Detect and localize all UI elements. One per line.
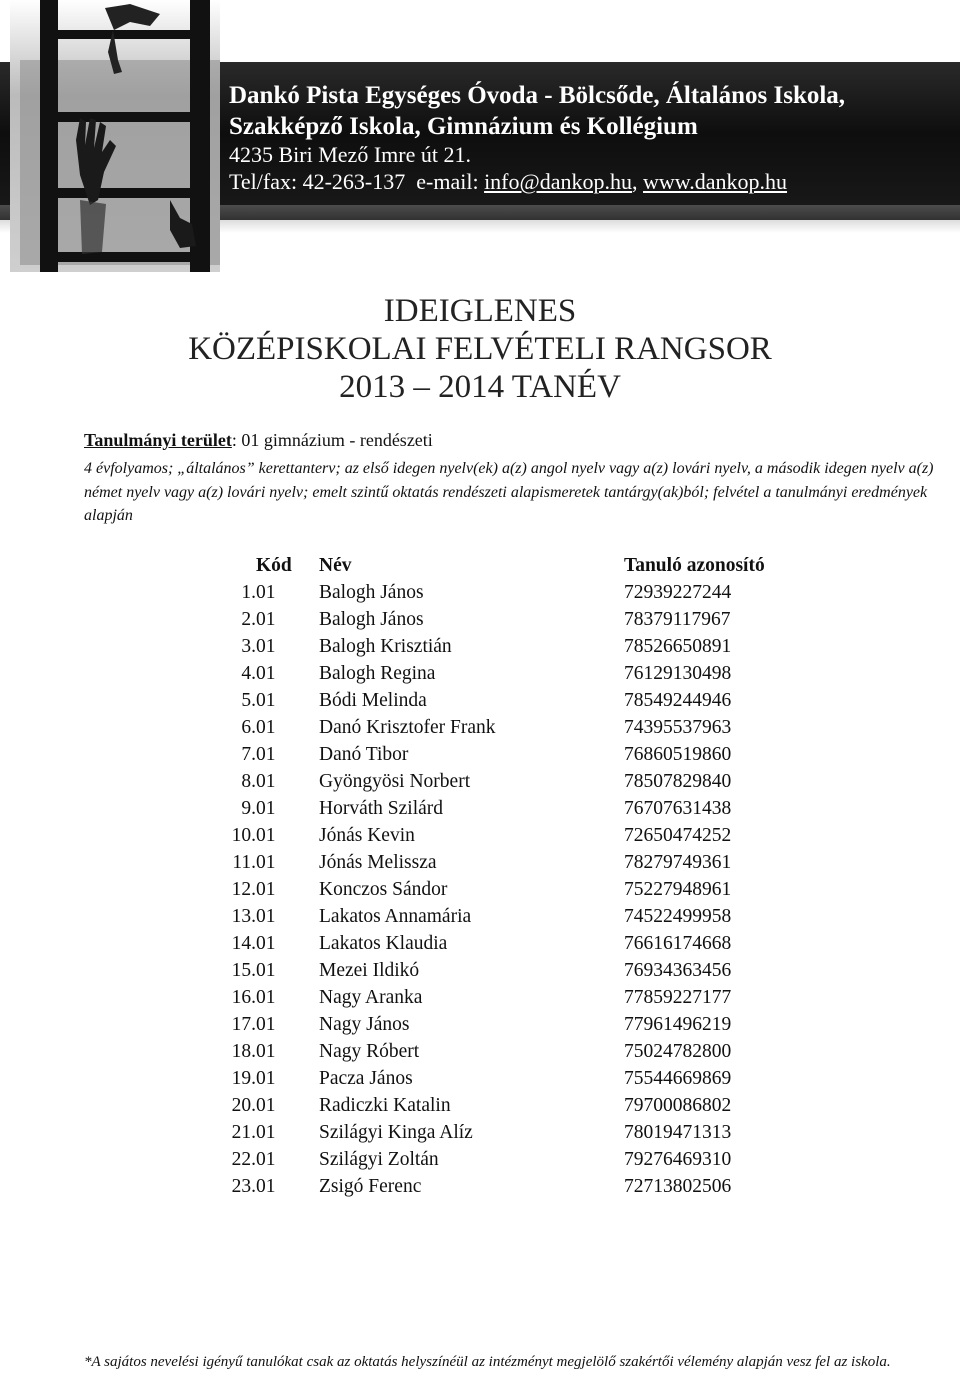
study-area-value: : 01 gimnázium - rendészeti [231, 430, 433, 450]
table-row [200, 795, 824, 822]
name-cell: Zsigó Ferenc [319, 1175, 422, 1197]
table-row [200, 741, 824, 768]
table-row [200, 903, 824, 930]
contact-separator: , [632, 169, 644, 194]
name-cell: Konczos Sándor [319, 878, 448, 900]
header-code: Kód [256, 554, 292, 576]
rank-cell: 21. [231, 1121, 256, 1143]
student-id-cell: 74522499958 [624, 905, 732, 927]
student-id-cell: 78019471313 [624, 1121, 732, 1143]
code-cell: 01 [256, 797, 276, 819]
student-id-cell: 75544669869 [624, 1067, 732, 1089]
student-id-cell: 78279749361 [624, 851, 732, 873]
website-link[interactable]: www.dankop.hu [643, 169, 788, 194]
table-row [200, 714, 824, 741]
study-area-label: Tanulmányi terület [84, 430, 232, 450]
student-id-cell: 78549244946 [624, 689, 732, 711]
rank-cell: 11. [232, 851, 256, 873]
name-cell: Danó Tibor [319, 743, 409, 765]
name-cell: Szilágyi Zoltán [319, 1148, 439, 1170]
student-id-cell: 77859227177 [624, 986, 732, 1008]
table-row [200, 660, 824, 687]
code-cell: 01 [256, 635, 276, 657]
rank-cell: 1. [241, 581, 256, 603]
name-cell: Radiczki Katalin [319, 1094, 451, 1116]
rank-cell: 8. [241, 770, 256, 792]
code-cell: 01 [256, 878, 276, 900]
name-cell: Nagy Aranka [319, 986, 423, 1008]
code-cell: 01 [256, 1013, 276, 1035]
rank-cell: 23. [231, 1175, 256, 1197]
student-id-cell: 79700086802 [624, 1094, 732, 1116]
table-row [200, 984, 824, 1011]
name-cell: Danó Krisztofer Frank [319, 716, 496, 738]
rank-cell: 17. [231, 1013, 256, 1035]
study-area-description: 4 évfolyamos; „általános” kerettanterv; az első idegen nyelv(ek) a(z) angol nyelv vagy a(z) lovári nyelv, a második idegen nyelv a(z) német nyelv vagy a(z) lovári nyelv; emelt szintű oktatás rendészeti alapismeretek tantárgy(ak)ból; felvétel a tanulmányi eredmények alapján [84, 460, 934, 524]
header-rank [200, 552, 256, 579]
school-name-line1: Dankó Pista Egységes Óvoda - Bölcsőde, Általános Iskola, [229, 82, 846, 109]
ranking-table [200, 552, 824, 1200]
name-cell: Lakatos Annamária [319, 905, 472, 927]
rank-cell: 22. [231, 1148, 256, 1170]
rank-cell: 10. [231, 824, 256, 846]
rank-cell: 9. [241, 797, 256, 819]
table-row [200, 1092, 824, 1119]
name-cell: Mezei Ildikó [319, 959, 420, 981]
code-cell: 01 [256, 986, 276, 1008]
table-row [200, 1065, 824, 1092]
table-row [200, 876, 824, 903]
school-contact [229, 167, 845, 196]
rank-cell: 6. [241, 716, 256, 738]
table-row [200, 849, 824, 876]
rank-cell: 19. [231, 1067, 256, 1089]
rank-cell: 16. [231, 986, 256, 1008]
table-row [200, 606, 824, 633]
student-id-cell: 78526650891 [624, 635, 732, 657]
table-row [200, 633, 824, 660]
title-line1: IDEIGLENES [383, 293, 577, 329]
name-cell: Balogh János [319, 608, 424, 630]
table-row [200, 1173, 824, 1200]
code-cell: 01 [256, 932, 276, 954]
title-line2: KÖZÉPISKOLAI FELVÉTELI RANGSOR [188, 331, 772, 367]
code-cell: 01 [256, 689, 276, 711]
rank-cell: 2. [241, 608, 256, 630]
table-row [200, 1011, 824, 1038]
student-id-cell: 74395537963 [624, 716, 732, 738]
table-row [200, 1146, 824, 1173]
rank-cell: 14. [231, 932, 256, 954]
table-body [200, 579, 824, 1200]
page-title [0, 292, 960, 406]
code-cell: 01 [256, 1040, 276, 1062]
name-cell: Balogh Krisztián [319, 635, 452, 657]
table-row [200, 930, 824, 957]
student-id-cell: 79276469310 [624, 1148, 732, 1170]
table-row [200, 687, 824, 714]
student-id-cell: 75227948961 [624, 878, 732, 900]
rank-cell: 5. [241, 689, 256, 711]
student-id-cell: 72650474252 [624, 824, 732, 846]
table-header-row [200, 552, 824, 579]
student-id-cell: 78379117967 [624, 608, 731, 630]
footnote: *A sajátos nevelési igényű tanulókat csak az oktatás helyszínéül az intézményt megjelölő szakértői vélemény alapján vesz fel az iskola. [84, 1354, 891, 1370]
name-cell: Lakatos Klaudia [319, 932, 448, 954]
code-cell: 01 [256, 743, 276, 765]
ladder-hands-logo-icon [10, 0, 220, 272]
code-cell: 01 [256, 1175, 276, 1197]
code-cell: 01 [256, 608, 276, 630]
student-id-cell: 76860519860 [624, 743, 732, 765]
student-id-cell: 75024782800 [624, 1040, 732, 1062]
rank-cell: 3. [241, 635, 256, 657]
email-link[interactable]: info@dankop.hu [484, 169, 633, 194]
code-cell: 01 [256, 1121, 276, 1143]
name-cell: Gyöngyösi Norbert [319, 770, 471, 792]
school-address: 4235 Biri Mező Imre út 21. [229, 142, 471, 167]
contact-prefix: Tel/fax: 42-263-137 e-mail: [229, 169, 485, 194]
table-row [200, 1119, 824, 1146]
name-cell: Jónás Melissza [319, 851, 437, 873]
school-name-line2: Szakképző Iskola, Gimnázium és Kollégium [229, 113, 698, 140]
name-cell: Nagy János [319, 1013, 410, 1035]
student-id-cell: 76129130498 [624, 662, 732, 684]
code-cell: 01 [256, 1094, 276, 1116]
name-cell: Bódi Melinda [319, 689, 427, 711]
rank-cell: 12. [231, 878, 256, 900]
code-cell: 01 [256, 959, 276, 981]
student-id-cell: 76616174668 [624, 932, 732, 954]
name-cell: Pacza János [319, 1067, 413, 1089]
name-cell: Balogh Regina [319, 662, 436, 684]
name-cell: Balogh János [319, 581, 424, 603]
rank-cell: 15. [231, 959, 256, 981]
rank-cell: 20. [231, 1094, 256, 1116]
student-id-cell: 76707631438 [624, 797, 732, 819]
rank-cell: 4. [241, 662, 256, 684]
table-row [200, 822, 824, 849]
code-cell: 01 [256, 770, 276, 792]
code-cell: 01 [256, 905, 276, 927]
name-cell: Nagy Róbert [319, 1040, 420, 1062]
table-row [200, 579, 824, 606]
study-area [84, 430, 433, 451]
student-id-cell: 78507829840 [624, 770, 732, 792]
code-cell: 01 [256, 662, 276, 684]
name-cell: Jónás Kevin [319, 824, 415, 846]
header-student-id: Tanuló azonosító [624, 554, 765, 576]
school-info [229, 80, 845, 196]
code-cell: 01 [256, 851, 276, 873]
rank-cell: 13. [231, 905, 256, 927]
code-cell: 01 [256, 1148, 276, 1170]
student-id-cell: 76934363456 [624, 959, 732, 981]
code-cell: 01 [256, 581, 276, 603]
name-cell: Horváth Szilárd [319, 797, 444, 819]
table-row [200, 768, 824, 795]
rank-cell: 18. [231, 1040, 256, 1062]
table-row [200, 1038, 824, 1065]
student-id-cell: 72713802506 [624, 1175, 732, 1197]
code-cell: 01 [256, 1067, 276, 1089]
code-cell: 01 [256, 824, 276, 846]
student-id-cell: 72939227244 [624, 581, 732, 603]
code-cell: 01 [256, 716, 276, 738]
title-line3: 2013 – 2014 TANÉV [339, 369, 621, 405]
name-cell: Szilágyi Kinga Alíz [319, 1121, 473, 1143]
header-name: Név [319, 554, 352, 576]
rank-cell: 7. [241, 743, 256, 765]
student-id-cell: 77961496219 [624, 1013, 732, 1035]
table-row [200, 957, 824, 984]
